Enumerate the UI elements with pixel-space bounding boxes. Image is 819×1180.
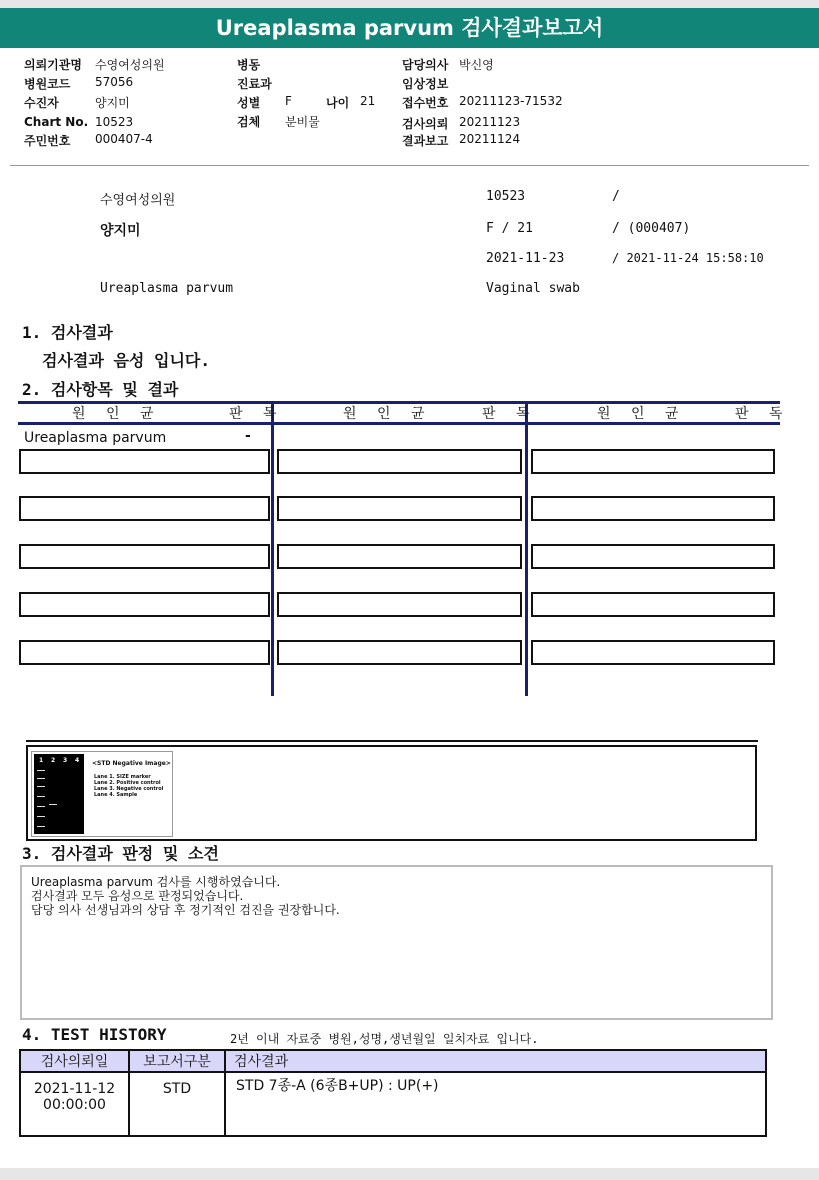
header-row-clinical-info (402, 75, 448, 92)
result-box (531, 544, 775, 569)
header-row-doctor (402, 56, 494, 73)
history-col-header: 검사의뢰일 (20, 1050, 129, 1072)
history-col-header: 보고서구분 (129, 1050, 225, 1072)
history-date: 2021-11-12 (33, 1081, 116, 1097)
result-box (277, 496, 522, 521)
header-label: 의뢰기관명 (24, 58, 82, 72)
col-header-organism: 원 인 균 (72, 406, 162, 422)
sex-value: F (285, 94, 292, 108)
history-note: 2년 이내 자료중 병원,성명,생년월일 일치자료 입니다. (230, 1032, 539, 1046)
header-value: 분비물 (285, 115, 320, 129)
info-report-datetime: / 2021-11-24 15:58:10 (612, 251, 764, 265)
section4-heading: 4. TEST HISTORY (22, 1025, 167, 1044)
age-value: 21 (360, 94, 376, 108)
header-label: 주민번호 (24, 134, 71, 148)
col-header-organism: 원 인 균 (597, 406, 687, 422)
gel-band (37, 786, 45, 787)
result-organism: Ureaplasma parvum (24, 430, 167, 446)
info-sex-age: F / 21 (486, 221, 533, 236)
header-value: 20211124 (459, 132, 521, 146)
info-id-part: / (000407) (612, 221, 691, 236)
info-specimen: Vaginal swab (486, 281, 580, 296)
section1-heading: 1. 검사결과 (22, 323, 113, 342)
age-label: 나이 (326, 96, 350, 110)
header-label: 결과보고 (402, 134, 449, 148)
gel-band (37, 778, 45, 779)
result-box (19, 592, 270, 617)
gel-lane-label: Lane 2. Positive control (94, 780, 161, 786)
header-row-sex-age (237, 94, 376, 111)
header-label: 담당의사 (402, 58, 449, 72)
gel-band (37, 770, 45, 771)
header-row-patient (24, 94, 130, 111)
result-box (19, 496, 270, 521)
image-top-rule (26, 740, 758, 742)
info-slash: / (612, 189, 620, 204)
header-label: 접수번호 (402, 96, 449, 110)
header-value: 000407-4 (95, 132, 153, 146)
header-row-specimen (237, 113, 320, 130)
history-result: STD 7종-A (6종B+UP) : UP(+) (225, 1072, 766, 1136)
header-row-institution (24, 56, 165, 73)
header-label: 진료과 (237, 77, 272, 91)
header-row-id-number (24, 132, 153, 149)
info-chart-no: 10523 (486, 189, 526, 204)
lane-number: 3 (63, 757, 68, 764)
result-box (531, 449, 775, 474)
info-clinic: 수영여성의원 (100, 193, 176, 208)
header-label: 검체 (237, 115, 261, 129)
results-grid-divider (525, 401, 528, 696)
comment-line: 검사결과 모두 음성으로 판정되었습니다. (31, 889, 244, 903)
result-box (531, 496, 775, 521)
info-patient-name: 양지미 (100, 223, 141, 239)
result-box (277, 640, 522, 665)
header-label: 병동 (237, 58, 261, 72)
section3-heading: 3. 검사결과 판정 및 소견 (22, 844, 219, 863)
history-date-cell (20, 1072, 129, 1136)
lane-number: 4 (75, 757, 80, 764)
col-header-organism: 원 인 균 (343, 406, 433, 422)
result-box (19, 449, 270, 474)
col-header-judgement: 판 독 (229, 406, 285, 422)
header-value: 수영여성의원 (95, 58, 165, 72)
header-row-chart-no (24, 115, 134, 129)
header-value: 박신영 (459, 58, 494, 72)
comment-line: Ureaplasma parvum 검사를 시행하였습니다. (31, 875, 281, 889)
header-value: 양지미 (95, 96, 130, 110)
result-box (277, 592, 522, 617)
header-label: 병원코드 (24, 77, 71, 91)
header-value: 10523 (95, 115, 134, 129)
gel-band (37, 816, 45, 817)
gel-band (37, 826, 45, 827)
header-value: 57056 (95, 75, 134, 89)
table-row (20, 1072, 766, 1136)
col-header-judgement: 판 독 (482, 406, 538, 422)
header-label: 검사의뢰 (402, 117, 449, 131)
gel-lane-label: Lane 1. SIZE marker (94, 774, 151, 780)
header-row-hospital-code (24, 75, 134, 92)
gel-lane-label: Lane 4. Sample (94, 792, 138, 798)
header-label: 임상정보 (402, 77, 449, 91)
result-box (277, 449, 522, 474)
header-row-ward (237, 56, 260, 73)
report-title: Ureaplasma parvum 검사결과보고서 (0, 8, 819, 48)
header-divider (10, 165, 809, 166)
comment-line: 담당 의사 선생님과의 상담 후 정기적인 검진을 권장합니다. (31, 903, 340, 917)
result-box (19, 544, 270, 569)
bottom-strip (0, 1168, 819, 1180)
gel-lane-label: Lane 3. Negative control (94, 786, 164, 792)
lane-number: 1 (39, 757, 44, 764)
info-request-date: 2021-11-23 (486, 251, 565, 266)
history-col-header: 검사결과 (225, 1050, 766, 1072)
history-table (19, 1049, 767, 1137)
header-row-department (237, 75, 272, 92)
header-row-request-date (402, 115, 521, 132)
header-value: 20211123 (459, 115, 521, 129)
gel-image (31, 751, 173, 837)
result-judgement: - (245, 428, 251, 444)
section1-result: 검사결과 음성 입니다. (42, 351, 211, 370)
top-strip (0, 0, 819, 8)
results-grid-divider (271, 401, 274, 696)
gel-band (37, 806, 45, 807)
header-label: Chart No. (24, 115, 89, 129)
result-box (531, 640, 775, 665)
gel-band (37, 796, 45, 797)
history-header-row (20, 1050, 766, 1072)
gel-title: <STD Negative Image> (92, 760, 171, 767)
comment-box (20, 865, 773, 1020)
result-box (19, 640, 270, 665)
header-label: 수진자 (24, 96, 59, 110)
col-header-judgement: 판 독 (735, 406, 791, 422)
header-label: 성별 (237, 96, 261, 110)
result-box (277, 544, 522, 569)
header-value: 20211123-71532 (459, 94, 563, 108)
header-row-receipt-no (402, 94, 563, 111)
history-type: STD (129, 1072, 225, 1136)
history-time: 00:00:00 (43, 1097, 106, 1113)
lane-number: 2 (51, 757, 56, 764)
section2-heading: 2. 검사항목 및 결과 (22, 380, 179, 399)
header-row-report-date (402, 132, 521, 149)
info-test-name: Ureaplasma parvum (100, 281, 234, 296)
result-box (531, 592, 775, 617)
gel-band (49, 804, 57, 805)
gel-photo (34, 754, 84, 834)
